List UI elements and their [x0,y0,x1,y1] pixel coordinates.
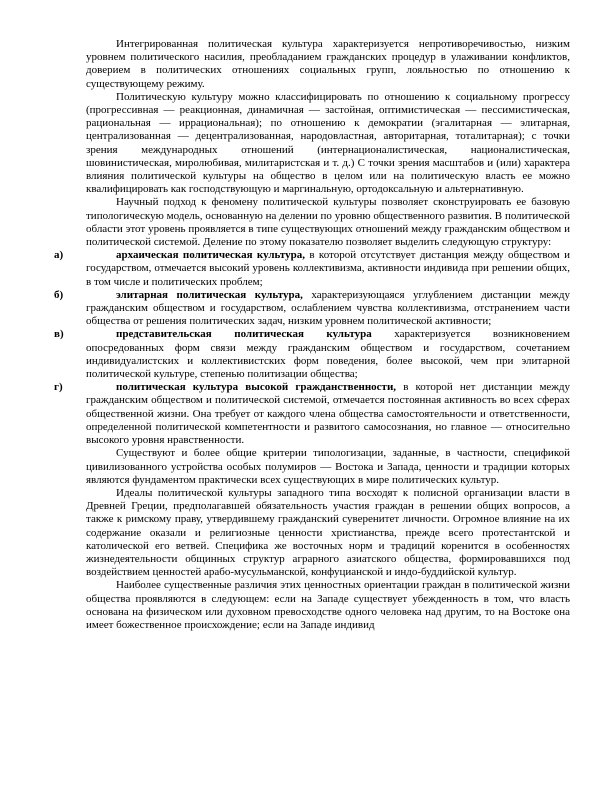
paragraph-integrated-culture: Интегрированная политическая культура характеризуется непротиворечивостью, низким уровнем политического насилия, преобладанием гражданских процедур в улаживании конфликтов, доверием в политических отношениях социальных групп, лояльностью по отношению к существующему режиму. [86,38,570,90]
list-marker: г) [54,381,63,394]
paragraph-classification: Политическую культуру можно классифицировать по отношению к социальному прогрессу (прогрессивная — реакционная, динамичная — застойная, оптимистическая — пессимистическая, рациональная — иррациональная); по отношению к демократии (эгалитарная — элитарная, централизованная — децентрализованная, народовластная, авторитарная, тоталитарная); с точки зрения международных отношений (интернационалистическая, националистическая, шовинистическая, миролюбивая, милитаристская и т. д.) С точки зрения масштабов и (или) характера влияния политической культуры на общество в целом или на политическую власть ее можно квалифицировать как господствующую и маргинальную, ортодоксальную и альтернативную. [86,90,570,196]
document-body [54,38,571,632]
list-item-text: в которой отсутствует дистанция между обществом и государством, отмечается высокий уровень коллективизма, активности индивида при решении общих, в том числе и политических проблем; [86,249,570,288]
list-item-elite [54,288,571,329]
list-item-term: политическая культура высокой гражданственности, [116,381,397,394]
list-item-archaic [54,249,570,289]
list-item-high-citizenship [54,381,570,447]
paragraph-scientific-approach: Научный подход к феномену политической культуры позволяет сконструировать ее базовую типологическую модель, основанную на делении по уровню общественного развития. В политической области этот уровень проявляется в типе существующих отношений между гражданским обществом и политической системой. Деление по этому показателю позволяет выделить следующую структуру: [86,196,570,249]
list-marker: а) [54,249,64,262]
list-marker: б) [54,288,64,301]
list-item-text: характеризующаяся углублением дистанции между гражданским обществом и государством, ослаблением чувства коллективизма, отстранением части общества от решения политических задач, низким уровнем политической активности; [86,288,571,328]
paragraph-western-ideals: Идеалы политической культуры западного типа восходят к полисной организации власти в Древней Греции, предполагавшей обязательность участия граждан в решении общих вопросов, а также к римскому праву, утвердившему гражданский суверенитет личности. Огромное влияние на их содержание оказали и религиозные ценности христианства, прежде всего протестантской и католической его ветвей. Специфика же восточных норм и традиций коренится в особенностях жизнедеятельности общинных структур аграрного азиатского общества, формировавшихся под воздействием ценностей арабо-мусульманской, конфуцианской и индо-буддийской культур. [86,486,570,579]
list-item-text: характеризуется возникновением опосредованных форм связи между гражданским обществом и государством, сочетанием индивидуалистских и коллективистских форм поведения, более высокой, чем при элитарной политической культуре, степенью политизации общества; [86,328,570,381]
list-item-term: архаическая политическая культура, [116,249,306,262]
list-marker: в) [54,328,64,341]
list-item-term: элитарная политическая культура, [116,288,303,301]
paragraph-general-criteria: Существуют и более общие критерии типологизации, заданные, в частности, спецификой цивилизованного устройства особых полумиров — Востока и Запада, ценности и традиции которых являются фундаментом практически всех существующих в мире политических культур. [86,447,570,486]
list-item-representative [54,328,570,381]
paragraph-differences: Наиболее существенные различия этих ценностных ориентации граждан в политической жизни общества проявляются в следующем: если на Западе существует убежденность в том, что власть основана на физическом или духовном превосходстве одного человека над другим, то на Востоке она имеет божественное происхождение; если на Западе индивид [86,579,570,631]
list-item-term: представительская политическая культура [116,328,372,341]
list-item-text: в которой нет дистанции между гражданским обществом и политической системой, отмечается постоянная активность во всех сферах общественной жизни. Она требует от каждого члена общества самостоятельности и ответственности, определенной политической компетентности и развитого самосознания, но главное — относительно высокого уровня нравственности. [86,381,570,447]
